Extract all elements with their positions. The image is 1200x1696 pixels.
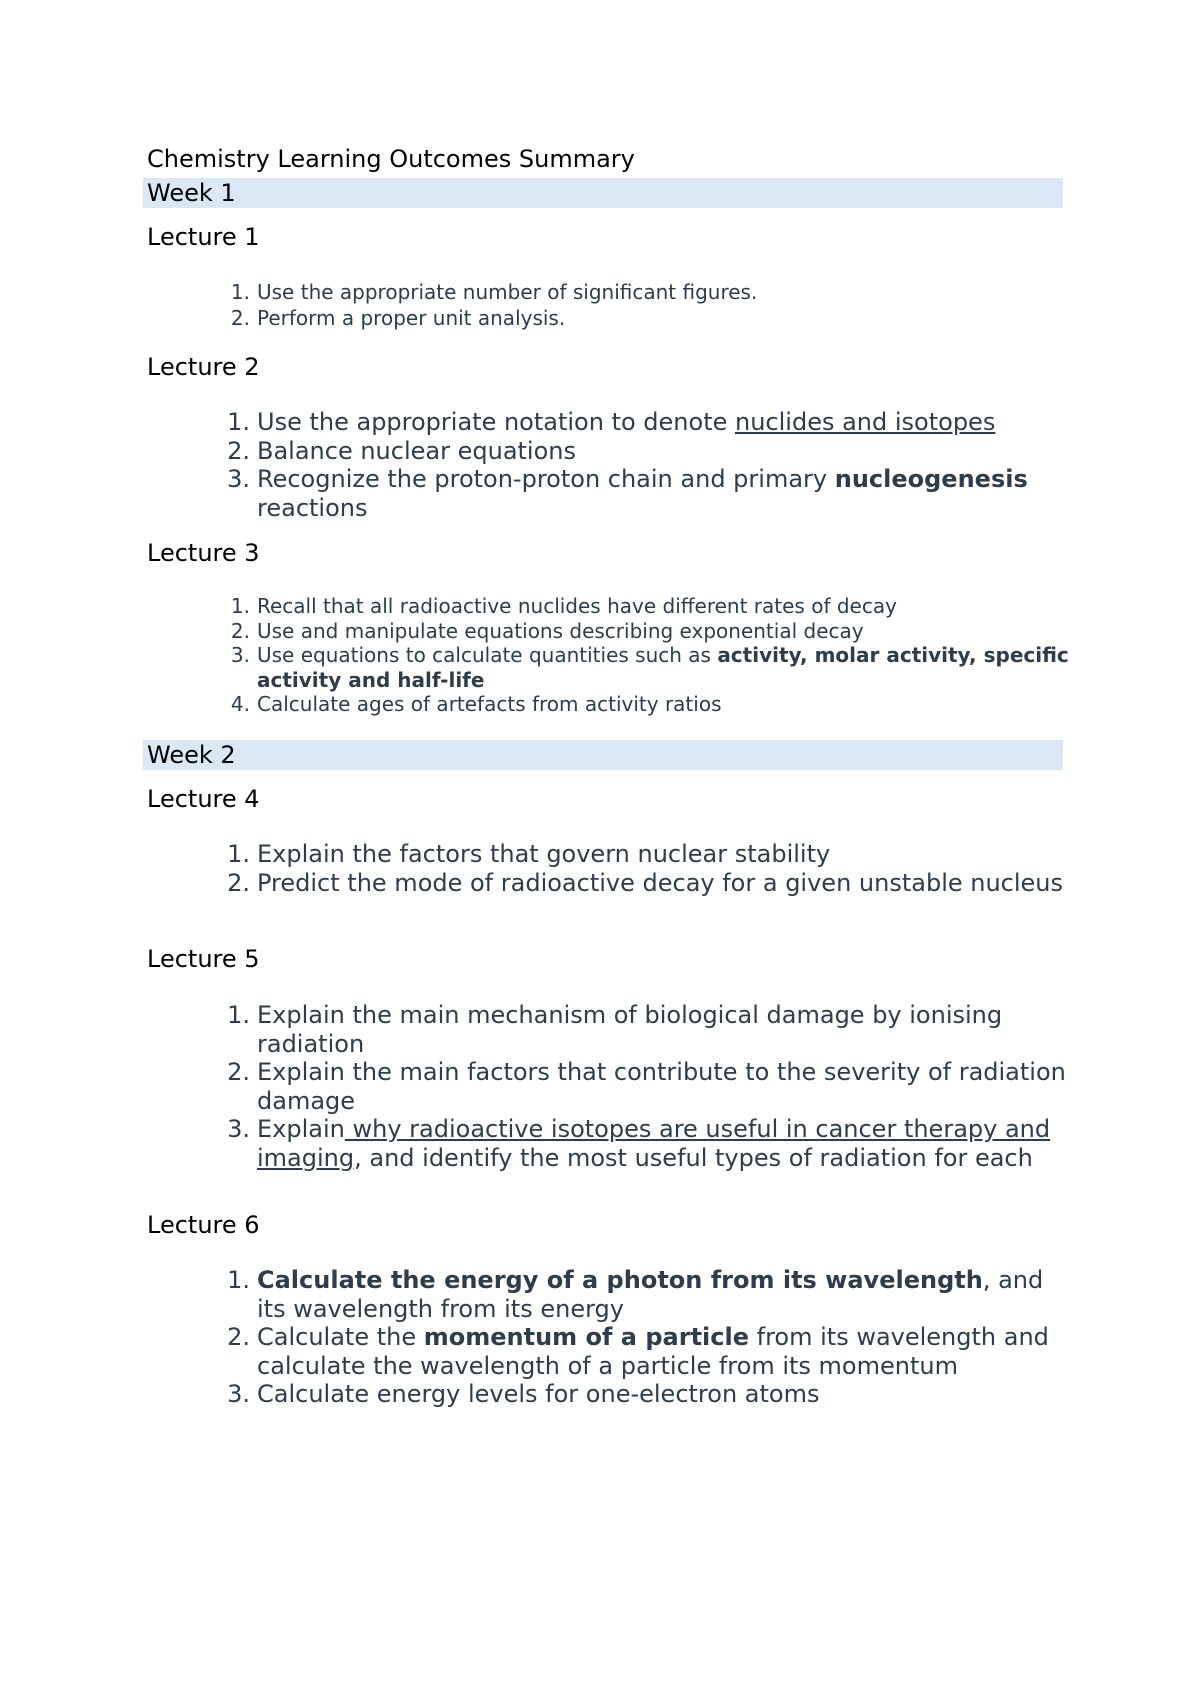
list-item: 1. Calculate the energy of a photon from its wavelength, and its wavelength from its energy [227,1266,1044,1323]
lecture-6-heading: Lecture 6 [147,1211,260,1239]
lecture-5-heading: Lecture 5 [147,945,260,973]
list-item: 2. Calculate the momentum of a particle from its wavelength and calculate the wavelength of a particle from its momentum [227,1323,1049,1380]
bold-term: activity, molar activity, specific activity and half-life [257,643,1069,692]
lecture-1-heading: Lecture 1 [147,223,260,251]
list-item: 2. Explain the main factors that contribute to the severity of radiation damage [227,1058,1066,1115]
lecture-2-heading: Lecture 2 [147,353,260,381]
bold-term: momentum of a particle [423,1323,749,1351]
lecture-3-outcomes [216,594,1076,717]
lecture-4-heading: Lecture 4 [147,785,260,813]
list-item: 2. Use and manipulate equations describing exponential decay [230,618,864,643]
week-2-heading: Week 2 [143,740,1063,770]
list-item: 1. Explain the main mechanism of biological damage by ionising radiation [227,1001,1003,1058]
lecture-3-heading: Lecture 3 [147,539,260,567]
underlined-text: why radioactive isotopes are useful in cancer therapy and imaging [257,1115,1051,1172]
lecture-4-outcomes [216,840,1076,897]
lecture-2-outcomes [216,408,1076,522]
lecture-1-outcomes [216,279,1076,331]
list-item: 2. Perform a proper unit analysis. [230,306,566,330]
lecture-6-outcomes [216,1266,1076,1409]
bold-term: Calculate the energy of a photon from its wavelength [257,1266,983,1294]
list-item: 2. Balance nuclear equations [227,436,576,465]
underlined-text: nuclides and isotopes [735,408,996,436]
bold-term: nucleogenesis [834,465,1028,493]
lecture-5-outcomes [216,1001,1076,1172]
list-item: 4. Calculate ages of artefacts from activity ratios [230,692,722,716]
list-item: 3. Recognize the proton-proton chain and primary nucleogenesis reactions [227,465,1028,522]
list-item: 1. Recall that all radioactive nuclides have different rates of decay [230,594,897,618]
list-item: 1. Explain the factors that govern nuclear stability [227,840,831,868]
list-item: 3. Explain why radioactive isotopes are useful in cancer therapy and imaging, and identify the most useful types of radiation for each [227,1115,1051,1172]
document-title: Chemistry Learning Outcomes Summary [147,145,635,173]
list-item: 1. Use the appropriate number of significant figures. [230,280,758,304]
list-item: 2. Predict the mode of radioactive decay for a given unstable nucleus [227,868,1064,897]
list-item: 1. Use the appropriate notation to denote nuclides and isotopes [227,408,996,436]
list-item: 3. Use equations to calculate quantities such as activity, molar activity, specific activity and half-life [230,643,1069,692]
week-1-heading: Week 1 [143,178,1063,208]
list-item: 3. Calculate energy levels for one-electron atoms [227,1380,820,1408]
